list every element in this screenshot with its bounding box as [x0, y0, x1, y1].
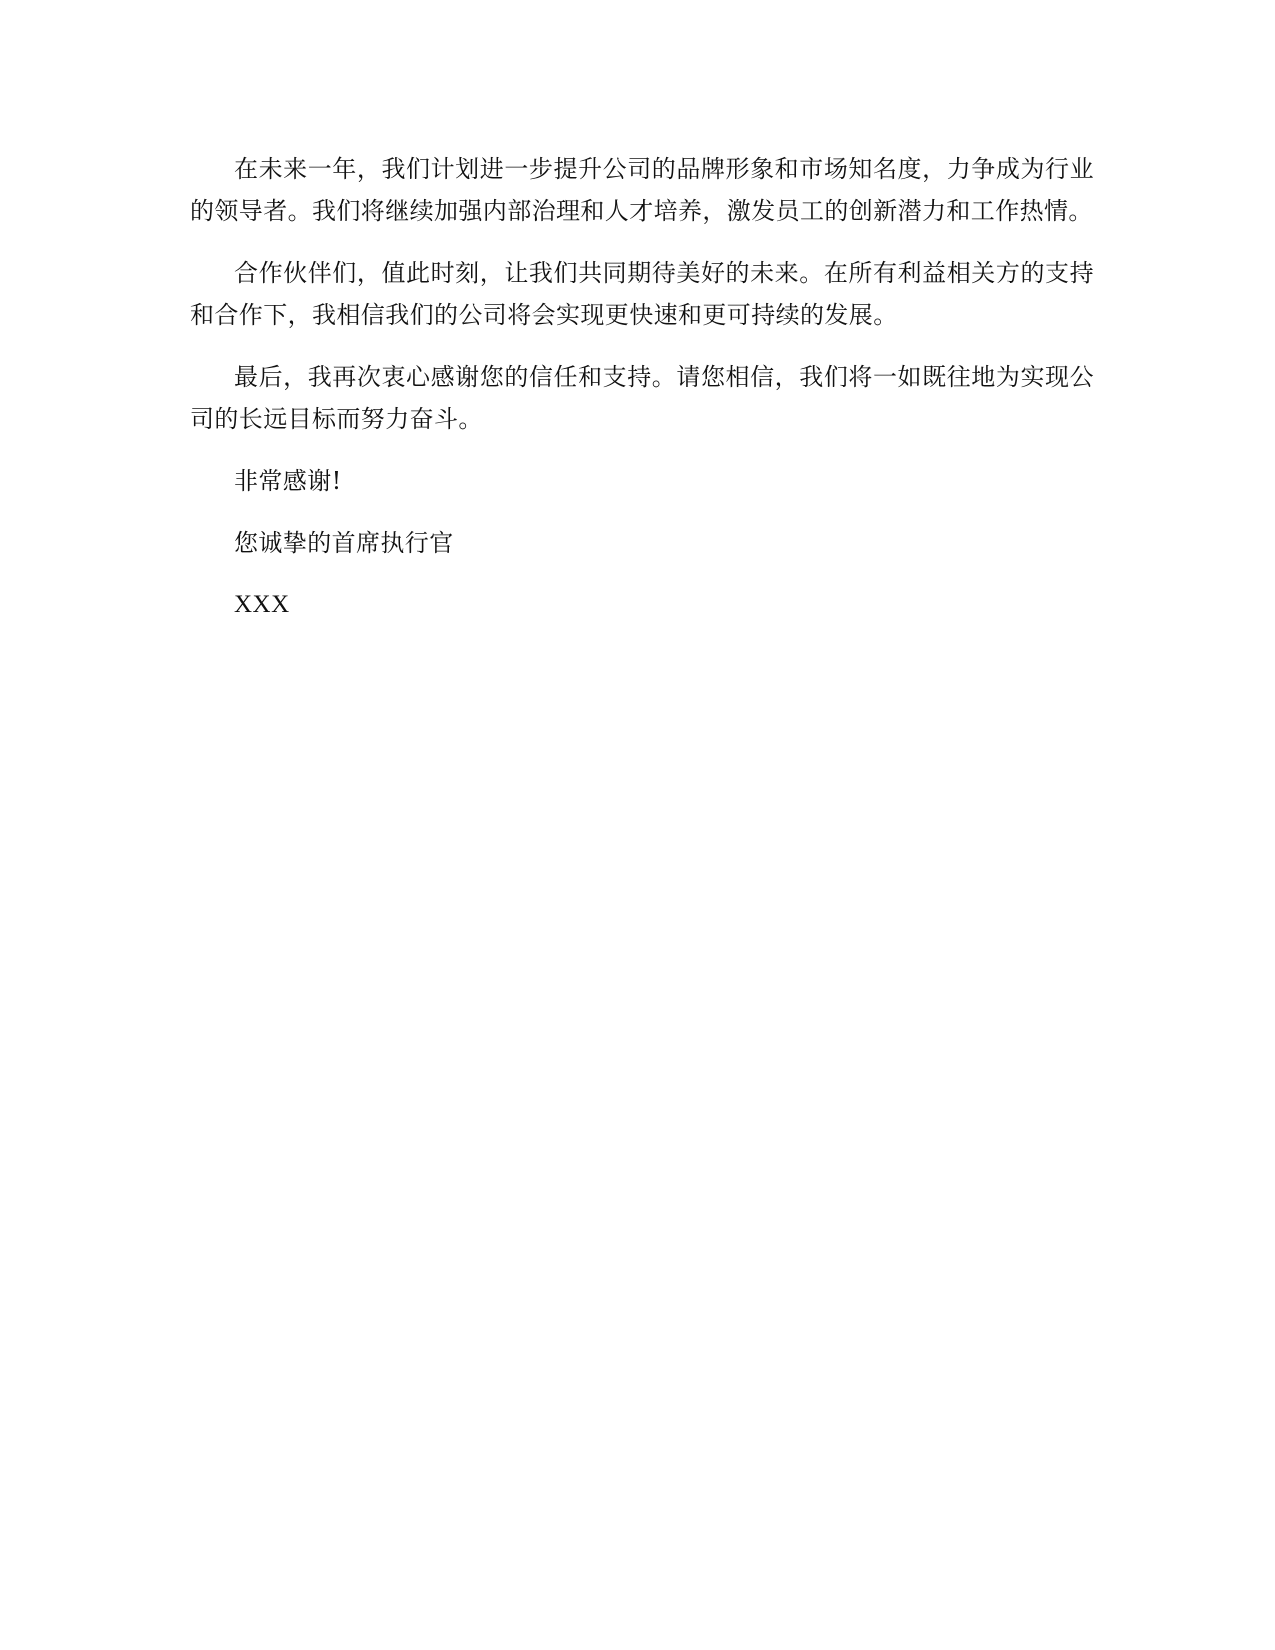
- letter-body: [190, 148, 1094, 646]
- paragraph-future-plans: 在未来一年，我们计划进一步提升公司的品牌形象和市场知名度，力争成为行业的领导者。我们将继续加强内部治理和人才培养，激发员工的创新潜力和工作热情。: [190, 155, 1094, 225]
- signoff-line: 您诚挚的首席执行官: [234, 529, 454, 557]
- signature-name: XXX: [234, 591, 290, 618]
- paragraph-thanks: 最后，我再次衷心感谢您的信任和支持。请您相信，我们将一如既往地为实现公司的长远目标而努力奋斗。: [190, 363, 1094, 433]
- paragraph-partners: 合作伙伴们，值此时刻，让我们共同期待美好的未来。在所有利益相关方的支持和合作下，我相信我们的公司将会实现更快速和更可持续的发展。: [190, 259, 1094, 329]
- closing-line: 非常感谢!: [234, 467, 342, 495]
